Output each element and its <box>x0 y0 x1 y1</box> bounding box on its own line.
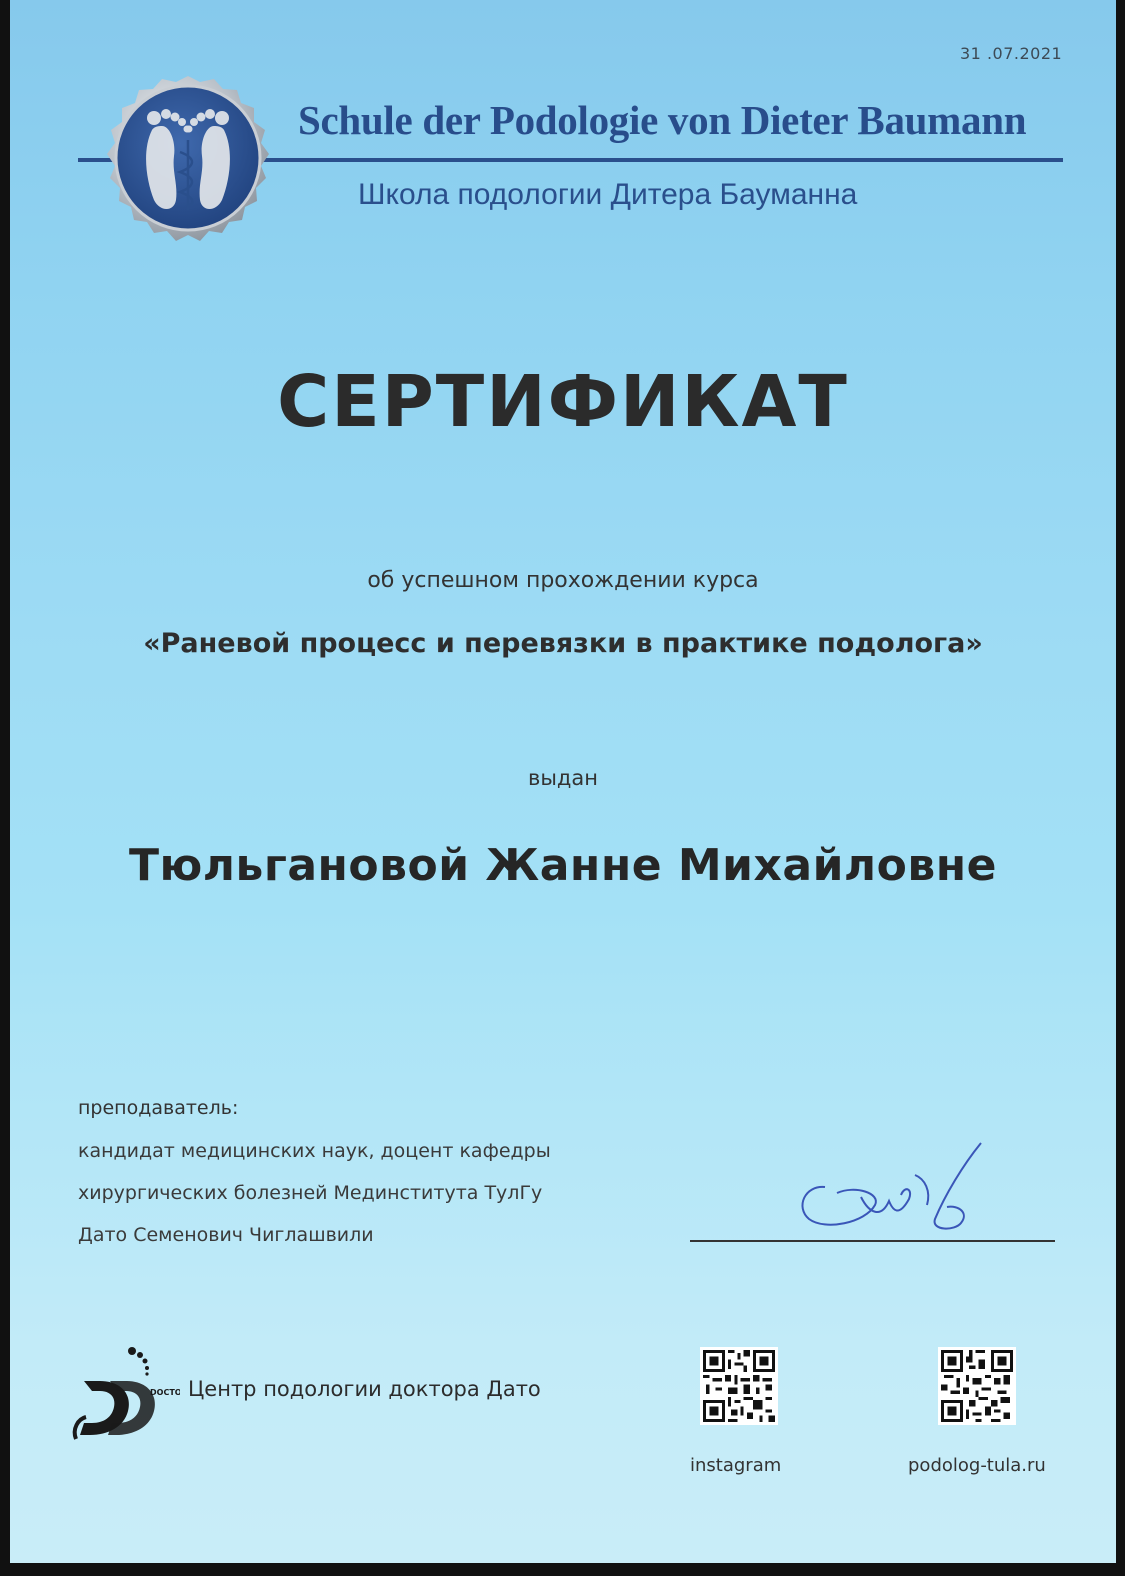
qr-label-instagram: instagram <box>690 1455 782 1476</box>
qr-icon <box>700 1347 778 1425</box>
issued-label: выдан <box>527 766 599 790</box>
recipient-name: Тюльгановой Жанне Михайловне <box>129 840 997 891</box>
school-logo <box>90 60 286 256</box>
teacher-label: преподаватель: <box>78 1097 239 1119</box>
course-name: «Раневой процесс и перевязки в практике подолога» <box>143 628 983 659</box>
center-logo <box>70 1343 180 1443</box>
signature <box>785 1135 995 1240</box>
qr-icon <box>938 1347 1016 1425</box>
center-logo-text: DOCTO <box>150 1388 180 1397</box>
teacher-degree: кандидат медицинских наук, доцент кафедры <box>78 1140 551 1162</box>
issue-date: 31 .07.2021 <box>960 44 1063 63</box>
qr-label-website: podolog-tula.ru <box>908 1455 1046 1476</box>
course-intro: об успешном прохождении курса <box>367 568 759 593</box>
qr-code-website[interactable] <box>938 1347 1016 1425</box>
teacher-name: Дато Семенович Чиглашвили <box>78 1224 374 1246</box>
teacher-department: хирургических болезней Мединститута ТулГу <box>78 1182 543 1204</box>
signature-line <box>690 1240 1055 1242</box>
school-name-ru: Школа подологии Дитера Бауманна <box>358 178 858 211</box>
certificate <box>10 0 1116 1563</box>
school-name-de: Schule der Podologie von Dieter Baumann <box>298 97 1027 143</box>
center-name: Центр подологии доктора Дато <box>188 1377 541 1401</box>
certificate-title: СЕРТИФИКАТ <box>277 360 849 443</box>
qr-code-instagram[interactable] <box>700 1347 778 1425</box>
